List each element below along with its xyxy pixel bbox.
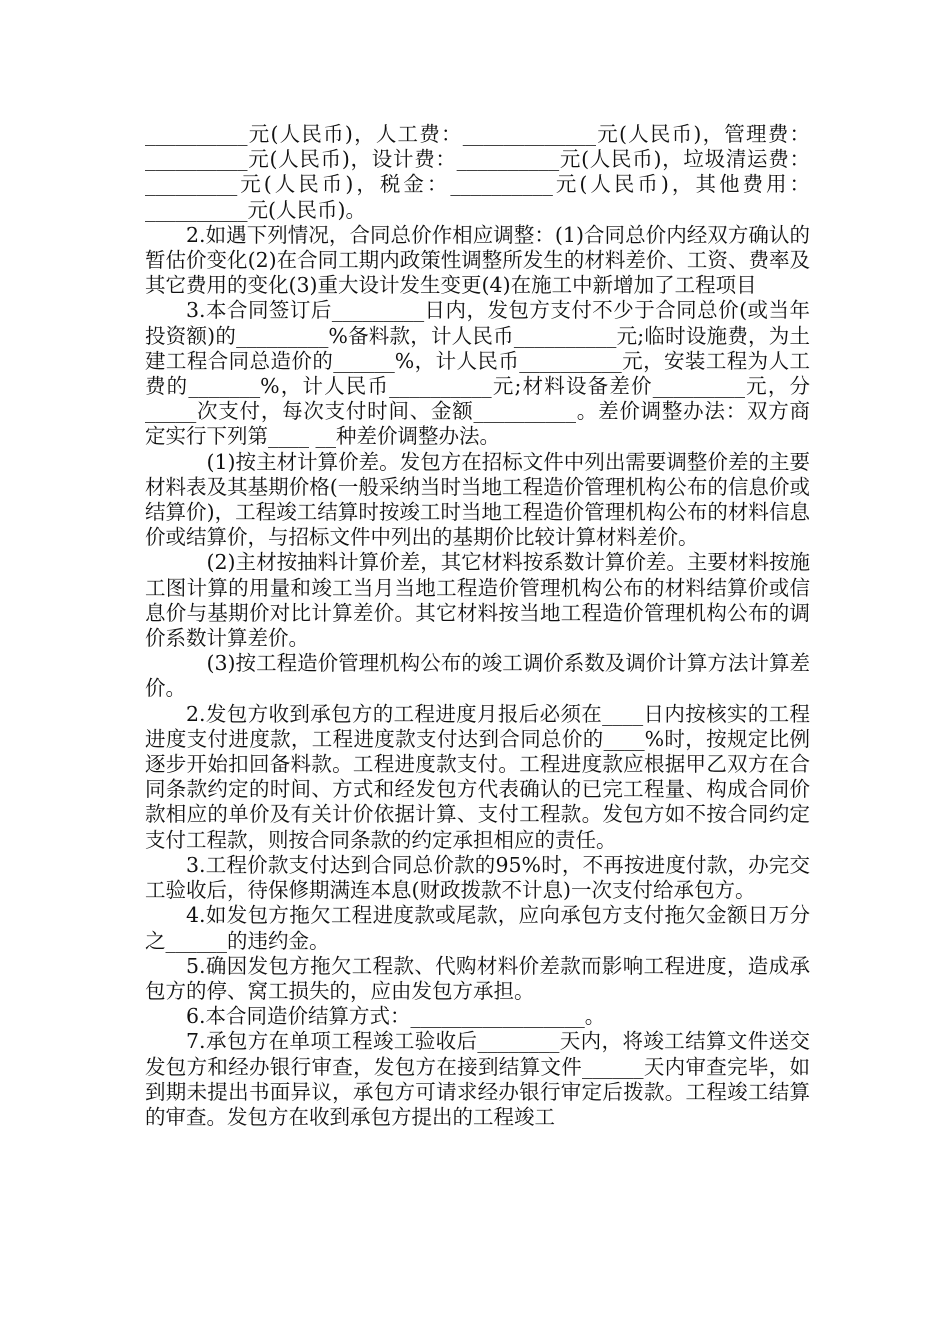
paragraph-advance-payment: 3.本合同签订后_________日内，发包方支付不少于合同总价(或当年投资额)的_________%备料款，计人民币__________元;临时设施费，为土建工程合同总造价的______%，计人民币__________元，安装工程为人工费的_______%，计人民币__________元;材料设备差价_________元，分_____次支付，每次支付时间、金额__________。差价调整办法：双方商定实行下列第____ __种差价调整办法。 <box>145 298 810 449</box>
paragraph-delay-loss: 5.确因发包方拖欠工程款、代购材料价差款而影响工程进度，造成承包方的停、窝工损失的，应由发包方承担。 <box>145 953 810 1003</box>
paragraph-progress-payment: 2.发包方收到承包方的工程进度月报后必须在____日内按核实的工程进度支付进度款，工程进度款支付达到合同总价的____%时，按规定比例逐步开始扣回备料款。工程进度款支付。工程进度款应根据甲乙双方在合同条款约定的时间、方式和经发包方代表确认的已完工程量、构成合同价款相应的单价及有关计价依据计算、支付工程款。发包方如不按合同约定支付工程款，则按合同条款的约定承担相应的责任。 <box>145 701 810 852</box>
paragraph-settlement-method: 6.本合同造价结算方式：_________________。 <box>186 1004 606 1029</box>
paragraph-price-adjustment: 2.如遇下列情况，合同总价作相应调整：(1)合同总价内经双方确认的暂估价变化(2)在合同工期内政策性调整所发生的材料差价、工资、费率及其它费用的变化(3)重大设计发生变更(4)在施工中新增加了工程项目 <box>145 222 810 298</box>
paragraph-method-3: (3)按工程造价管理机构公布的竣工调价系数及调价计算方法计算差价。 <box>145 651 810 701</box>
document-body <box>145 122 810 1130</box>
paragraph-fee-list: __________元(人民币)，人工费：_____________元(人民币)，管理费：__________元(人民币)，设计费：__________元(人民币)，垃圾清运费：_________元(人民币)，税金：__________元(人民币)，其他费用：__________元(人民币)。 <box>145 122 810 222</box>
paragraph-completion-settlement: 7.承包方在单项工程竣工验收后________天内，将竣工结算文件送交发包方和经办银行审查，发包方在接到结算文件______天内审查完毕，如到期未提出书面异议，承包方可请求经办银行审定后拨款。工程竣工结算的审查。发包方在收到承包方提出的工程竣工 <box>145 1029 810 1129</box>
paragraph-method-2: (2)主材按抽料计算价差，其它材料按系数计算价差。主要材料按施工图计算的用量和竣工当月当地工程造价管理机构公布的材料结算价或信息价与基期价对比计算差价。其它材料按当地工程造价管理机构公布的调价系数计算差价。 <box>145 550 810 651</box>
paragraph-final-payment: 3.工程价款支付达到合同总价款的95%时，不再按进度付款，办完交工验收后，待保修期满连本息(财政拨款不计息)一次支付给承包方。 <box>145 852 810 903</box>
paragraph-penalty: 4.如发包方拖欠工程进度款或尾款，应向承包方支付拖欠金额日万分之______的违约金。 <box>145 903 810 953</box>
paragraph-method-1: (1)按主材计算价差。发包方在招标文件中列出需要调整价差的主要材料表及其基期价格(一般采纳当时当地工程造价管理机构公布的信息价或结算价)，工程竣工结算时按竣工时当地工程造价管理机构公布的材料信息价或结算价，与招标文件中列出的基期价比较计算材料差价。 <box>145 449 810 550</box>
